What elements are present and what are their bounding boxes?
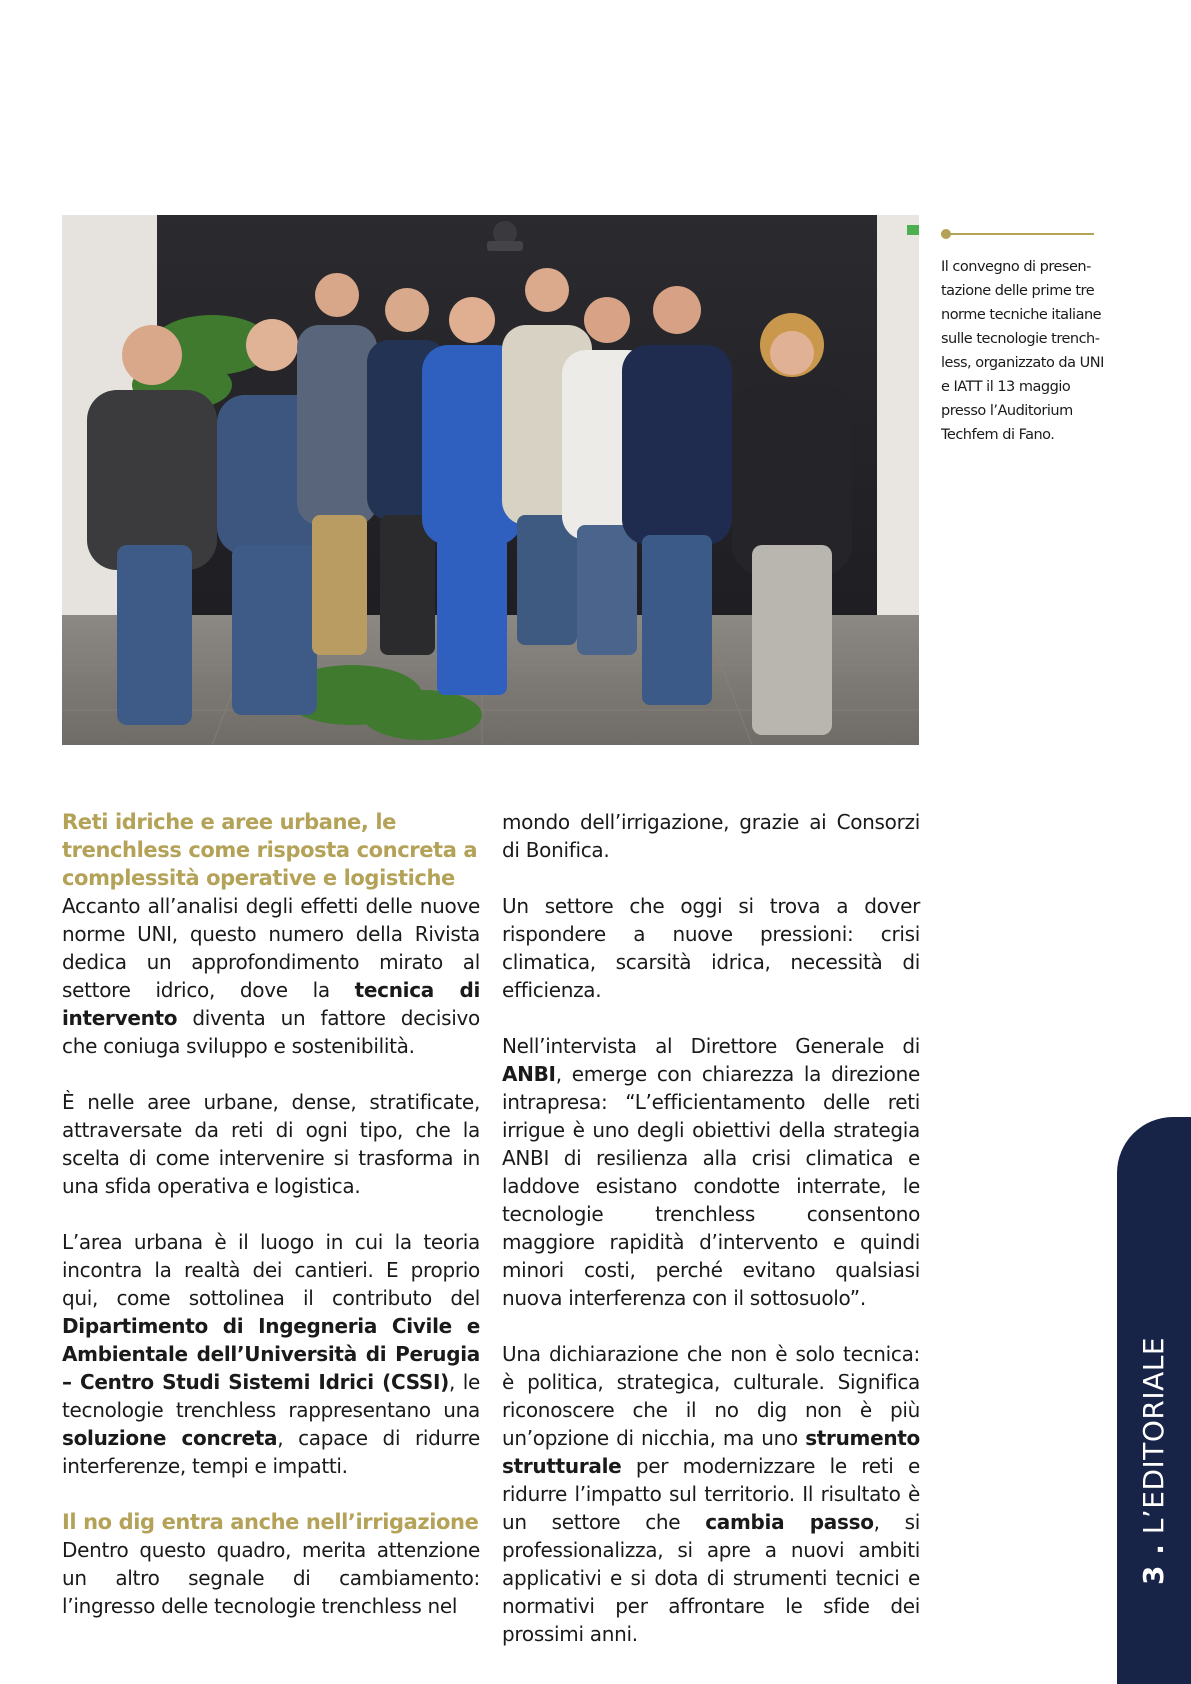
section-tab-label: [1134, 1337, 1174, 1585]
text: Nell’intervista al Direttore Generale di: [502, 1034, 920, 1058]
text: , emerge con chiarezza la direzione intrapresa: “L’efficientamento delle reti irrigue è uno degli obiettivi della strategia ANBI di resilienza alla crisi climatica e laddove esistano condotte interrate, le tecnologie trenchless consentono maggiore rapidità d’intervento e quindi minori costi, perché evitano qualsiasi nuova interferenza con il sottosuolo”.: [502, 1062, 920, 1310]
text: diventa un fattore decisivo che coniuga sviluppo e sostenibilità.: [62, 1006, 480, 1058]
section-heading: Reti idriche e aree urbane, le trenchless come risposta concreta a complessità operative e logistiche: [62, 810, 478, 890]
left-column: [62, 808, 480, 1620]
bold-text: soluzione concreta: [62, 1426, 278, 1450]
bold-text: ANBI: [502, 1062, 556, 1086]
caption-line: sulle tecnologie trench-: [941, 331, 1100, 347]
paragraph: [62, 1228, 480, 1480]
caption-line: e IATT il 13 maggio: [941, 379, 1071, 395]
text: , si professionalizza, si apre a nuovi ambiti applicativi e si dota di strumenti tecnici e normativi per affrontare le sfide dei prossimi anni.: [502, 1510, 920, 1646]
paragraph: Dentro questo quadro, merita attenzione un altro segnale di cambiamento: l’ingresso delle tecnologie trenchless nel: [62, 1538, 480, 1618]
photo-caption: [941, 255, 1106, 447]
paragraph: [62, 892, 480, 1060]
bold-text: cambia passo: [705, 1510, 874, 1534]
text: Una dichiarazione che non è solo tecnica: è politica, strategica, culturale. Significa riconoscere che il no dig non è più un’opzione di nicchia, ma uno: [502, 1342, 920, 1450]
caption-bullet-icon: [941, 229, 951, 239]
caption-line: tazione delle prime tre: [941, 283, 1095, 299]
paragraph: [502, 1340, 920, 1648]
paragraph: [502, 1032, 920, 1312]
caption-rule: [941, 233, 1094, 235]
caption-line: norme tecniche italiane: [941, 307, 1102, 323]
caption-line: presso l’Auditorium: [941, 403, 1073, 419]
caption-line: Techfem di Fano.: [941, 427, 1055, 443]
caption-line: less, organizzato da UNI: [941, 355, 1104, 371]
bold-text: Dipartimento di Ingegneria Civile e Ambientale dell’Università di Perugia – Centro Studi Sistemi Idrici (CSSI): [62, 1314, 480, 1394]
section-number: 3 .: [1137, 1543, 1170, 1585]
paragraph: Un settore che oggi si trova a dover rispondere a nuove pressioni: crisi climatica, scarsità idrica, necessità di efficienza.: [502, 894, 920, 1002]
section-heading: Il no dig entra anche nell’irrigazione: [62, 1510, 479, 1534]
paragraph: mondo dell’irrigazione, grazie ai Consorzi di Bonifica.: [502, 810, 920, 862]
bold-text: strumento strutturale: [502, 1426, 920, 1478]
text: L’area urbana è il luogo in cui la teoria incontra la realtà dei cantieri. E proprio qui, come sottolinea il contributo del: [62, 1230, 480, 1310]
text: Accanto all’analisi degli effetti delle nuove norme UNI, questo numero della Rivista dedica un approfondimento mirato al settore idrico, dove la: [62, 894, 480, 1002]
paragraph: È nelle aree urbane, dense, stratificate, attraversate da reti di ogni tipo, che la scelta di come intervenire si trasforma in una sfida operativa e logistica.: [62, 1090, 480, 1198]
caption-line: Il convegno di presen-: [941, 259, 1091, 275]
bold-text: tecnica di intervento: [62, 978, 481, 1030]
group-photo: [62, 215, 919, 745]
text: , le tecnologie trenchless rappresentano una: [62, 1370, 480, 1422]
section-title: L’EDITORIALE: [1137, 1336, 1170, 1544]
group-photo-icon: [62, 215, 919, 745]
text: , capace di ridurre interferenze, tempi e impatti.: [62, 1426, 480, 1478]
right-column: [502, 808, 920, 1648]
text: per modernizzare le reti e ridurre l’impatto sul territorio. Il risultato è un settore che: [502, 1454, 920, 1534]
